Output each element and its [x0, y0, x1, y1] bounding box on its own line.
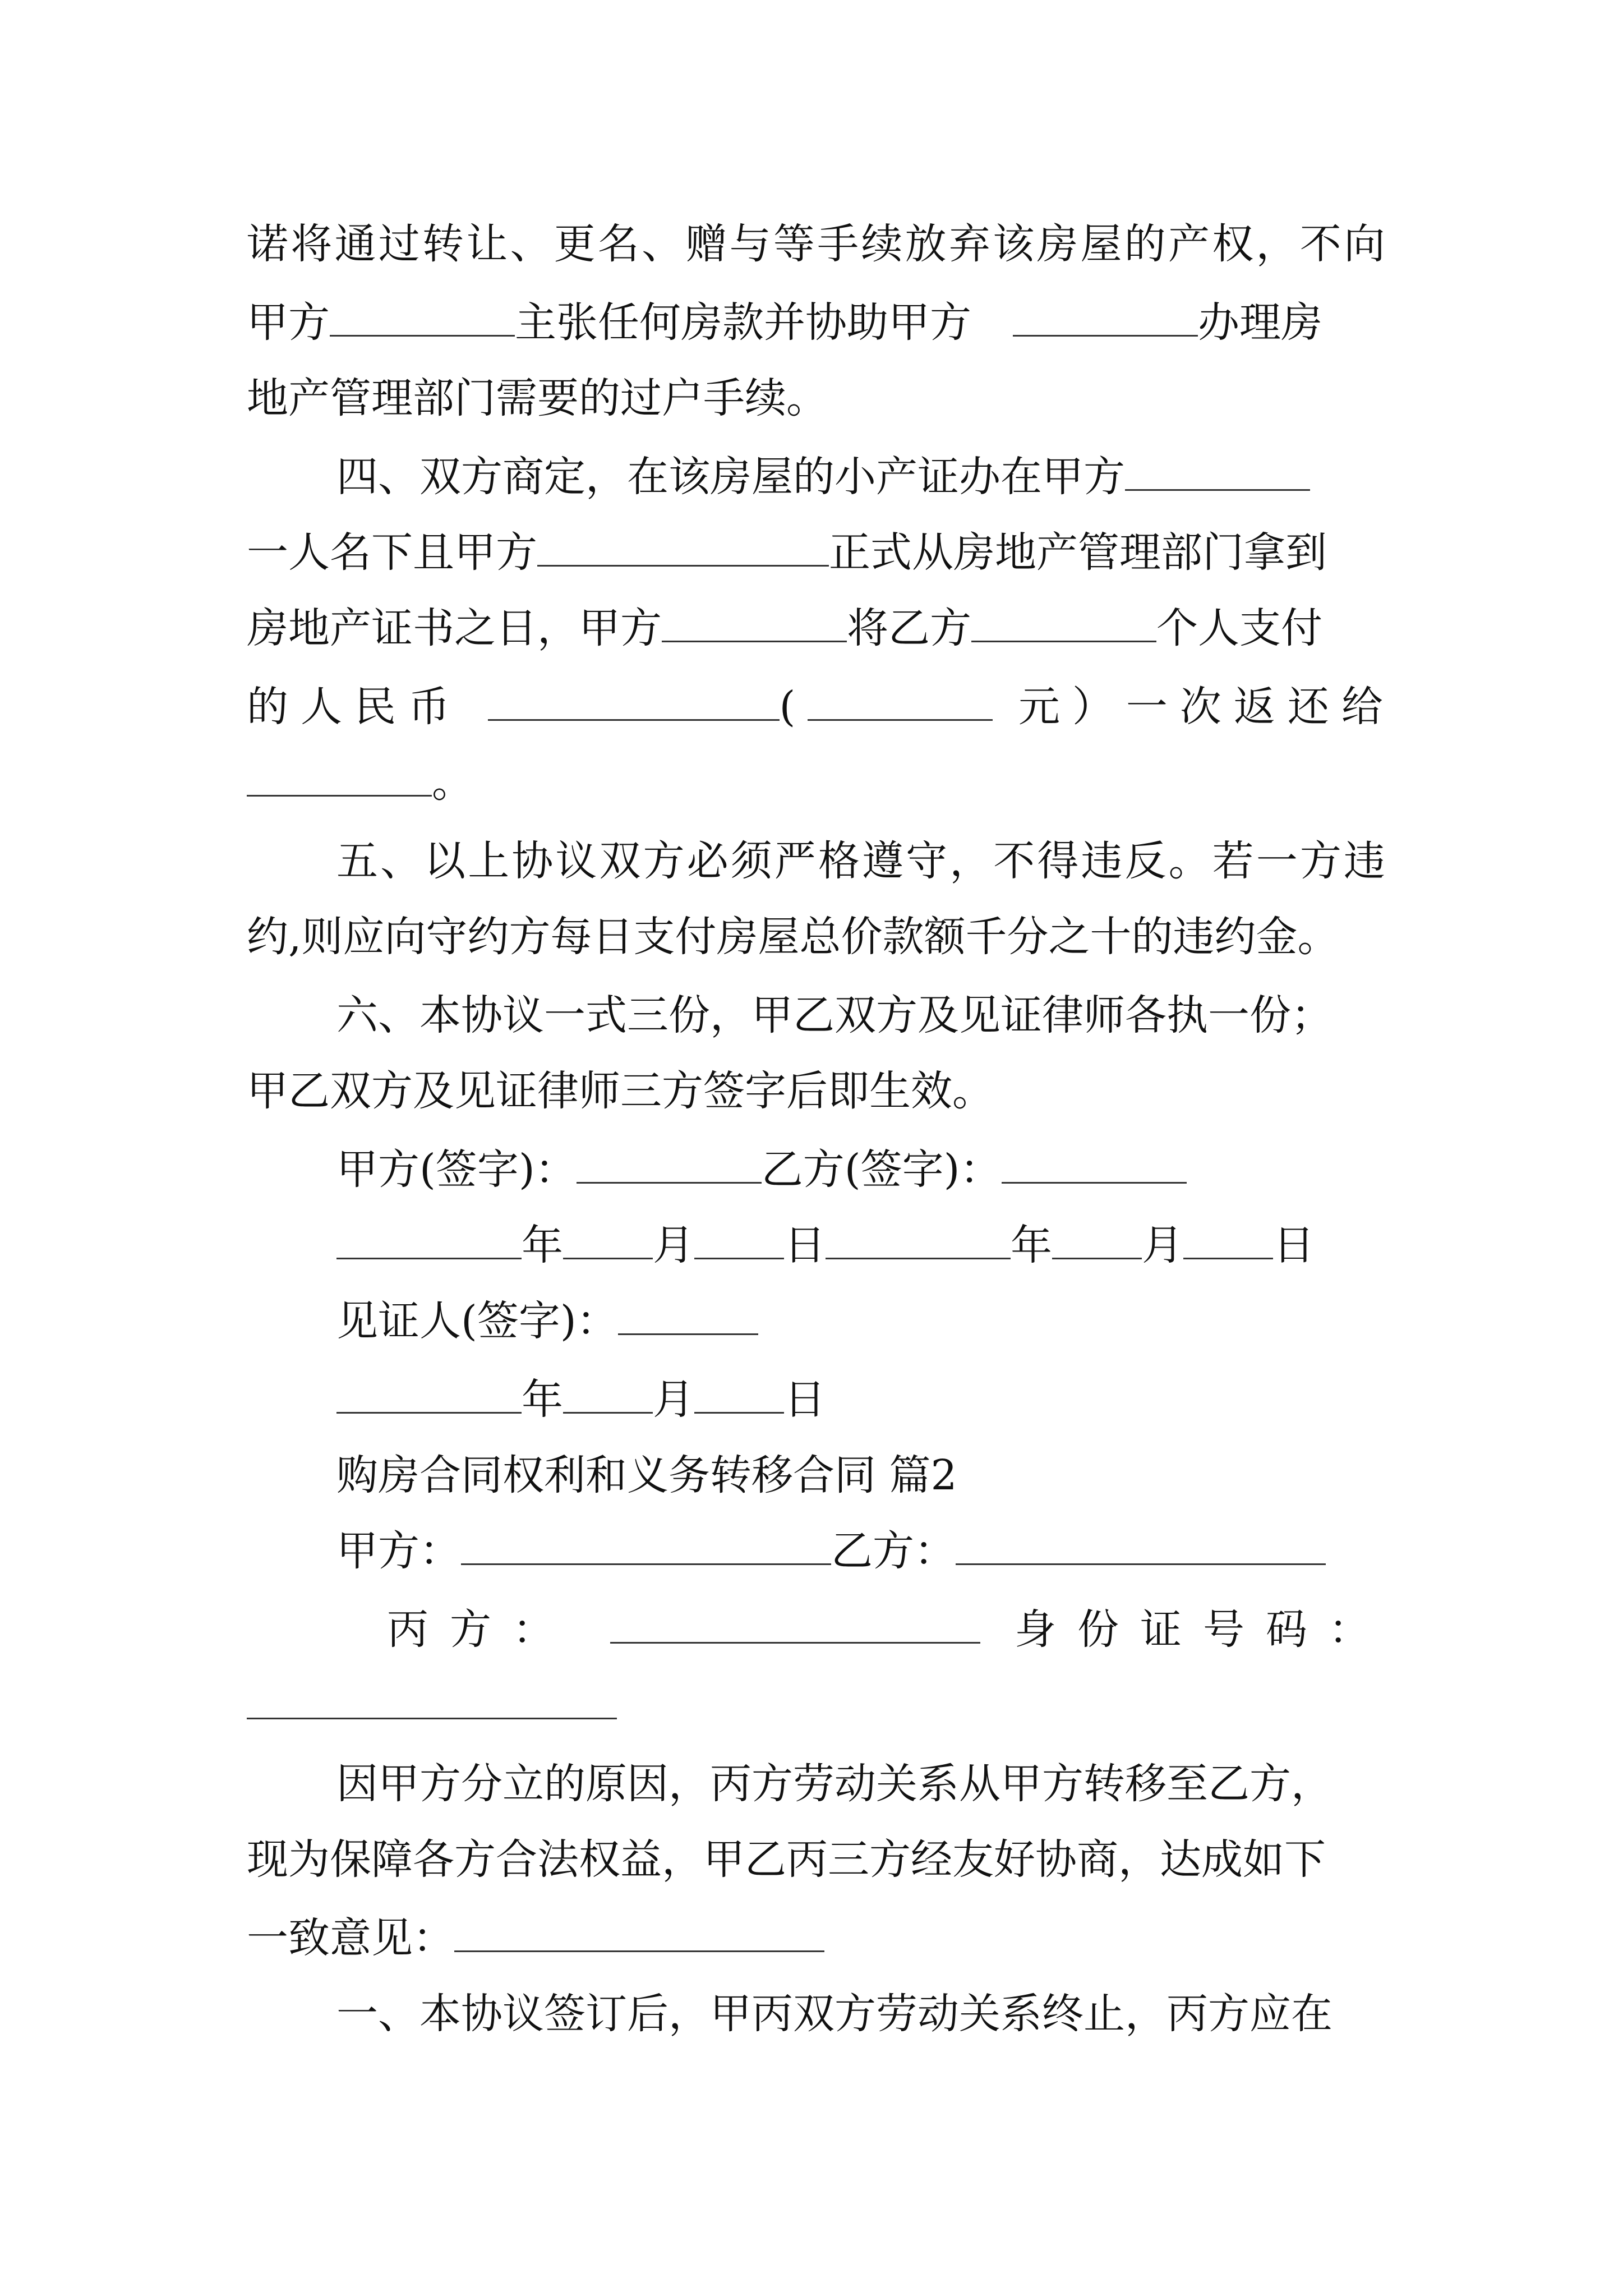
text-line [247, 1902, 1385, 1975]
text: 因甲方分立的原因，丙方劳动关系从甲方转移至乙方， [336, 1760, 1332, 1808]
text: 将乙方 [847, 604, 971, 652]
text-line [247, 1055, 1385, 1128]
section-heading [336, 1439, 1385, 1512]
date-line [336, 1209, 1385, 1282]
text: ( [779, 683, 808, 731]
fill-blank [336, 1377, 522, 1414]
fill-blank [336, 1223, 522, 1259]
text: 现为保障各方合法权益，甲乙丙三方经友好协商，达成如下 [247, 1835, 1326, 1884]
party-b-label: 乙方： [831, 1527, 956, 1575]
text: 约,则应向守约方每日支付房屋总价款额千分之十的违约金。 [247, 913, 1339, 961]
text-line [247, 362, 1385, 435]
text-line [247, 670, 1395, 743]
fill-blank [694, 1223, 784, 1259]
fill-blank [971, 606, 1156, 642]
text: 年 [1011, 1221, 1052, 1269]
text-line [336, 440, 1385, 513]
text: 的人民币 [247, 683, 462, 731]
text-line [336, 1747, 1385, 1820]
fill-blank [247, 760, 432, 797]
text: 年 [522, 1221, 563, 1269]
text: 。 [432, 758, 473, 807]
fill-blank [662, 606, 847, 642]
party-line [387, 1593, 1392, 1666]
text: 四、双方商定，在该房屋的小产证办在甲方 [336, 453, 1125, 501]
text: 日 [784, 1375, 826, 1424]
party-c-label: 丙方： [387, 1605, 575, 1654]
text: 月 [653, 1221, 694, 1269]
text-line [247, 208, 1385, 280]
text-line [336, 825, 1385, 898]
text-line [247, 746, 1385, 819]
text: 五、以上协议双方必须严格遵守，不得违反。若一方违 [336, 837, 1385, 885]
text: 主张任何房款并协助甲方 [515, 298, 971, 347]
text: 一、本协议签订后，甲丙双方劳动关系终止，丙方应在 [336, 1990, 1332, 2038]
text-line [336, 979, 1385, 1052]
text: 年 [522, 1375, 563, 1424]
text: 甲乙双方及见证律师三方签字后即生效。 [247, 1067, 994, 1115]
text: 月 [1142, 1221, 1183, 1269]
text: 月 [653, 1375, 694, 1424]
witness-signature-label: 见证人(签字)： [336, 1297, 618, 1345]
text-line [247, 1669, 1385, 1742]
text: 地产管理部门需要的过户手续。 [247, 374, 828, 422]
party-a-signature-blank [577, 1147, 762, 1184]
fill-blank [537, 530, 829, 567]
text: 甲方 [247, 298, 330, 347]
signature-line [336, 1133, 1385, 1206]
text: 元）一次返还给 [1018, 683, 1395, 731]
witness-signature-blank [618, 1299, 758, 1335]
fill-blank [694, 1377, 784, 1414]
party-a-label: 甲方： [336, 1527, 461, 1575]
text-line [247, 286, 1385, 359]
fill-blank [1013, 300, 1198, 337]
id-number-blank [247, 1683, 617, 1719]
party-a-signature-label: 甲方(签字)： [336, 1145, 577, 1194]
fill-blank [488, 684, 780, 721]
text: 诺将通过转让、更名、赠与等手续放弃该房屋的产权，不向 [247, 220, 1385, 268]
date-line [336, 1363, 1385, 1436]
text-line [247, 1823, 1385, 1896]
party-a-blank [461, 1529, 831, 1565]
text: 个人支付 [1156, 604, 1322, 652]
party-b-signature-label: 乙方(签字)： [761, 1145, 1002, 1194]
witness-line [336, 1285, 1385, 1358]
fill-blank [563, 1223, 653, 1259]
text: 房地产证书之日，甲方 [247, 604, 662, 652]
party-line [336, 1515, 1385, 1588]
party-b-signature-blank [1002, 1147, 1187, 1184]
text: 一人名下且甲方 [247, 528, 537, 577]
text-line [336, 1977, 1385, 2050]
fill-blank [454, 1916, 824, 1952]
fill-blank [826, 1223, 1011, 1259]
text: 六、本协议一式三份，甲乙双方及见证律师各执一份； [336, 991, 1332, 1039]
text-line [247, 592, 1385, 665]
text: 日 [784, 1221, 826, 1269]
text-line [247, 516, 1385, 589]
text-line [247, 900, 1385, 973]
text: 一致意见： [247, 1914, 454, 1962]
fill-blank [563, 1377, 653, 1414]
fill-blank [1125, 454, 1310, 491]
fill-blank [808, 684, 993, 721]
fill-blank [1183, 1223, 1273, 1259]
heading-text: 购房合同权利和义务转移合同 篇2 [336, 1451, 957, 1499]
text: 正式从房地产管理部门拿到 [829, 528, 1327, 577]
id-number-label: 身份证号码： [1015, 1605, 1392, 1654]
fill-blank [330, 300, 515, 337]
party-b-blank [956, 1529, 1326, 1565]
fill-blank [1052, 1223, 1142, 1259]
text: 日 [1273, 1221, 1315, 1269]
text: 办理房 [1198, 298, 1322, 347]
party-c-blank [610, 1607, 980, 1644]
